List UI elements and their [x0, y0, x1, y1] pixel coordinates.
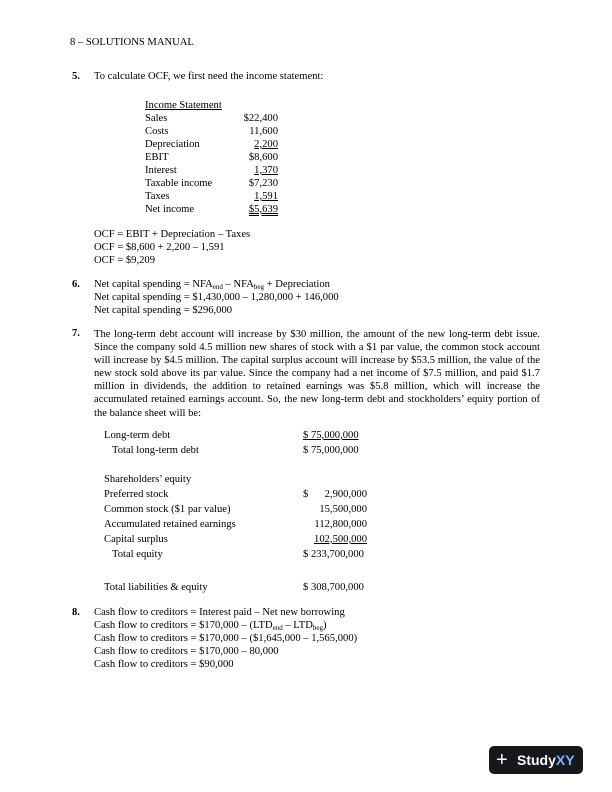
is-label-net-income: Net income	[145, 204, 195, 215]
cfc-formula-line: Cash flow to creditors = Interest paid – Net new borrowing	[94, 607, 345, 618]
cfc-calc-line: Cash flow to creditors = $170,000 – ($1,645,000 – 1,565,000)	[94, 633, 358, 644]
is-value-interest: 1,370	[254, 165, 278, 176]
plus-icon: +	[496, 749, 508, 771]
is-value-net-income: $5,639	[248, 204, 278, 215]
is-label-sales: Sales	[145, 113, 168, 124]
problem-6-number: 6.	[72, 279, 80, 290]
problem-5-intro: To calculate OCF, we first need the income statement:	[94, 71, 324, 82]
common-stock-value: 15,500,000	[319, 504, 367, 515]
ncs-result-line: Net capital spending = $296,000	[94, 305, 233, 316]
common-stock-label: Common stock ($1 par value)	[104, 504, 231, 515]
total-liabilities-equity-value: $ 308,700,000	[303, 582, 364, 593]
ocf-result-line: OCF = $9,209	[94, 255, 156, 266]
total-liabilities-equity-label: Total liabilities & equity	[104, 582, 208, 593]
is-label-ebit: EBIT	[145, 152, 169, 163]
studyxy-badge[interactable]	[489, 746, 583, 774]
ltd-value: $ 75,000,000	[303, 430, 359, 441]
is-value-taxes: 1,591	[254, 191, 278, 202]
is-value-taxable-income: $7,230	[248, 178, 278, 189]
ltd-label: Long-term debt	[104, 430, 171, 441]
is-value-ebit: $8,600	[248, 152, 278, 163]
problem-5-number: 5.	[72, 71, 80, 82]
is-value-sales: $22,400	[243, 113, 278, 124]
cfc-subtotal-line: Cash flow to creditors = $170,000 – 80,000	[94, 646, 279, 657]
capital-surplus-value: 102,500,000	[314, 534, 367, 545]
total-equity-value: $ 233,700,000	[303, 549, 364, 560]
is-value-depreciation: 2,200	[254, 139, 278, 150]
ocf-formula-line: OCF = EBIT + Depreciation – Taxes	[94, 229, 251, 240]
ocf-calc-line: OCF = $8,600 + 2,200 – 1,591	[94, 242, 225, 253]
is-label-costs: Costs	[145, 126, 169, 137]
is-label-taxable-income: Taxable income	[145, 178, 213, 189]
income-statement-title: Income Statement	[145, 100, 222, 111]
preferred-stock-value: 2,900,000	[324, 489, 367, 500]
preferred-stock-dollar: $	[303, 489, 309, 500]
retained-earnings-value: 112,800,000	[314, 519, 367, 530]
is-value-costs: 11,600	[249, 126, 278, 137]
retained-earnings-label: Accumulated retained earnings	[104, 519, 236, 530]
cfc-result-line: Cash flow to creditors = $90,000	[94, 659, 234, 670]
problem-7-number: 7.	[72, 328, 80, 339]
total-ltd-value: $ 75,000,000	[303, 445, 359, 456]
preferred-stock-label: Preferred stock	[104, 489, 169, 500]
ncs-calc-line: Net capital spending = $1,430,000 – 1,280,000 + 146,000	[94, 292, 339, 303]
cfc-ltd-line: Cash flow to creditors = $170,000 – $(LTD_{end} - LTD_{beg})$	[94, 620, 327, 632]
problem-8-number: 8.	[72, 607, 80, 618]
problem-7-paragraph: The long-term debt account will increase by $30 million, the amount of the new long-term debt issue. Since the company sold 4.5 million new shares of stock with a $1 par value, the common stock account will increase by $4.5 million. The capital surplus account will increase by $53.5 million, the value of the new stock sold above its par value. Since the company had a net income of $7.5 million, and paid $1.7 million in dividends, the addition to retained earnings was $5.8 million, which will increase the accumulated retained earnings account. So, the new long-term debt and stockholders’ equity portion of the balance sheet will be:	[94, 329, 540, 419]
ncs-formula-line: Net capital spending = $NFA_{end} - NFA_{beg}$ + Depreciation	[94, 279, 330, 291]
is-label-interest: Interest	[145, 165, 177, 176]
capital-surplus-label: Capital surplus	[104, 534, 168, 545]
equity-heading: Shareholders’ equity	[104, 474, 192, 485]
total-equity-label: Total equity	[112, 549, 163, 560]
is-label-taxes: Taxes	[145, 191, 170, 202]
page-header: 8 – SOLUTIONS MANUAL	[70, 37, 194, 48]
total-ltd-label: Total long-term debt	[112, 445, 199, 456]
studyxy-logo-text: StudyXY	[517, 752, 575, 768]
is-label-depreciation: Depreciation	[145, 139, 200, 150]
